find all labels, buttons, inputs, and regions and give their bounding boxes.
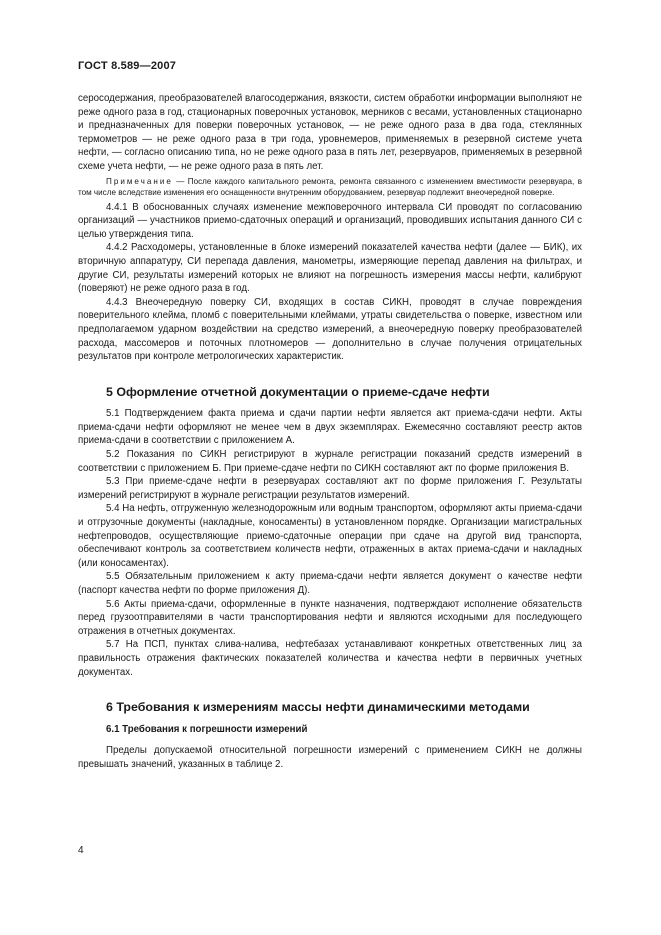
clause-5-4: 5.4 На нефть, отгруженную железнодорожным или водным транспортом, оформляют акты приема-сдачи и отгрузочные документы (накладные, коносаменты) в установленном порядке. Организации магистральных нефтепроводов, осуществляющие приемо-сдаточные операции при сдаче на другой вид транспорта, обеспечивают контроль за соответствием количеств нефти, отраженных в актах приема-сдачи и накладных (или коносаментах). (78, 503, 582, 569)
clause-5-1: 5.1 Подтверждением факта приема и сдачи партии нефти является акт приема-сдачи нефти. Акты приема-сдачи нефти оформляют не менее чем в двух экземплярах. Ежемесячно составляют реестр актов приема-сдачи в соответствии с приложением А. (78, 408, 582, 447)
section-6-title: 6 Требования к измерениям массы нефти динамическими методами (106, 700, 530, 715)
section-6-1-paragraph: Пределы допускаемой относительной погрешности измерений с применением СИКН не должны превышать значений, указанных в таблице 2. (78, 745, 582, 770)
page-number: 4 (78, 845, 84, 856)
clause-5-5: 5.5 Обязательным приложением к акту приема-сдачи нефти является документ о качестве нефти (паспорт качества нефти по форме приложения Д). (78, 571, 582, 596)
standard-header: ГОСТ 8.589—2007 (78, 60, 177, 72)
clause-4-4-3: 4.4.3 Внеочередную поверку СИ, входящих в состав СИКН, проводят в случае повреждения поверительного клейма, пломб с поверительными клеймами, утраты свидетельства о поверке, известном или предполагаемом ударном воздействии на средство измерений, а внеочередную поверку преобразователей расхода, массомеров и поточных плотномеров — дополнительно в случае получения отрицательных результатов при контроле метрологических характеристик. (78, 296, 582, 363)
subsection-6-1-title: 6.1 Требования к погрешности измерений (106, 723, 308, 735)
clause-4-4-2: 4.4.2 Расходомеры, установленные в блоке измерений показателей качества нефти (далее — БИК), их вторичную аппаратуру, СИ перепада давления, манометры, измеряющие перепад давления на фильтрах, и другие СИ, результаты измерений которых не влияют на погрешность измерения массы нефти, калибруют (поверяют) не реже одного раза в год. (78, 242, 582, 295)
clause-5-3: 5.3 При приеме-сдаче нефти в резервуарах составляют акт по форме приложения Г. Результаты измерений регистрируют в журнале регистрации результатов измерений. (78, 476, 582, 501)
note-text: — После каждого капитального ремонта, ремонта связанного с изменением вместимости резервуара, в том числе вследствие изменения его оснащенности внутренним оборудованием, резервуар подлежит внеочередной поверке. (78, 176, 582, 197)
page-content (78, 92, 582, 772)
clause-5-7: 5.7 На ПСП, пунктах слива-налива, нефтебазах устанавливают конкретных ответственных лиц за правильность отражения фактических показателей количества и качества нефти в первичных учетных документах. (78, 639, 582, 678)
clause-5-6: 5.6 Акты приема-сдачи, оформленные в пункте назначения, подтверждают исполнение обязательств перед грузоотправителями в части транспортирования нефти и являются исходными для последующего отражения в отчетных документах. (78, 598, 582, 637)
intro-paragraph: серосодержания, преобразователей влагосодержания, вязкости, систем обработки информации выполняют не реже одного раза в год, стационарных поверочных установок, мерников с весами, установленных стационарно и предназначенных для поверки поверочных установок, — не реже одного раза в два года, стеклянных термометров — не реже одного раза в три года, уровнемеров, применяемых в резервной системе учета нефти, — согласно описанию типа, но не реже одного раза в пять лет, резервуаров, применяемых в резервной схеме учета нефти, — не реже одного раза в пять лет. (78, 93, 582, 172)
note-label: Примечание (106, 176, 173, 186)
clause-5-2: 5.2 Показания по СИКН регистрируют в журнале регистрации показаний средств измерений в соответствии с приложением Б. При приеме-сдаче нефти по СИКН составляют акт по форме приложения В. (78, 449, 582, 474)
section-5-title: 5 Оформление отчетной документации о приеме-сдаче нефти (106, 384, 490, 399)
note-paragraph (78, 176, 582, 198)
clause-4-4-1: 4.4.1 В обоснованных случаях изменение межповерочного интервала СИ проводят по согласованию организаций — участников приемо-сдаточных операций и организаций, проводивших испытания данного СИ с целью утверждения типа. (78, 201, 582, 240)
